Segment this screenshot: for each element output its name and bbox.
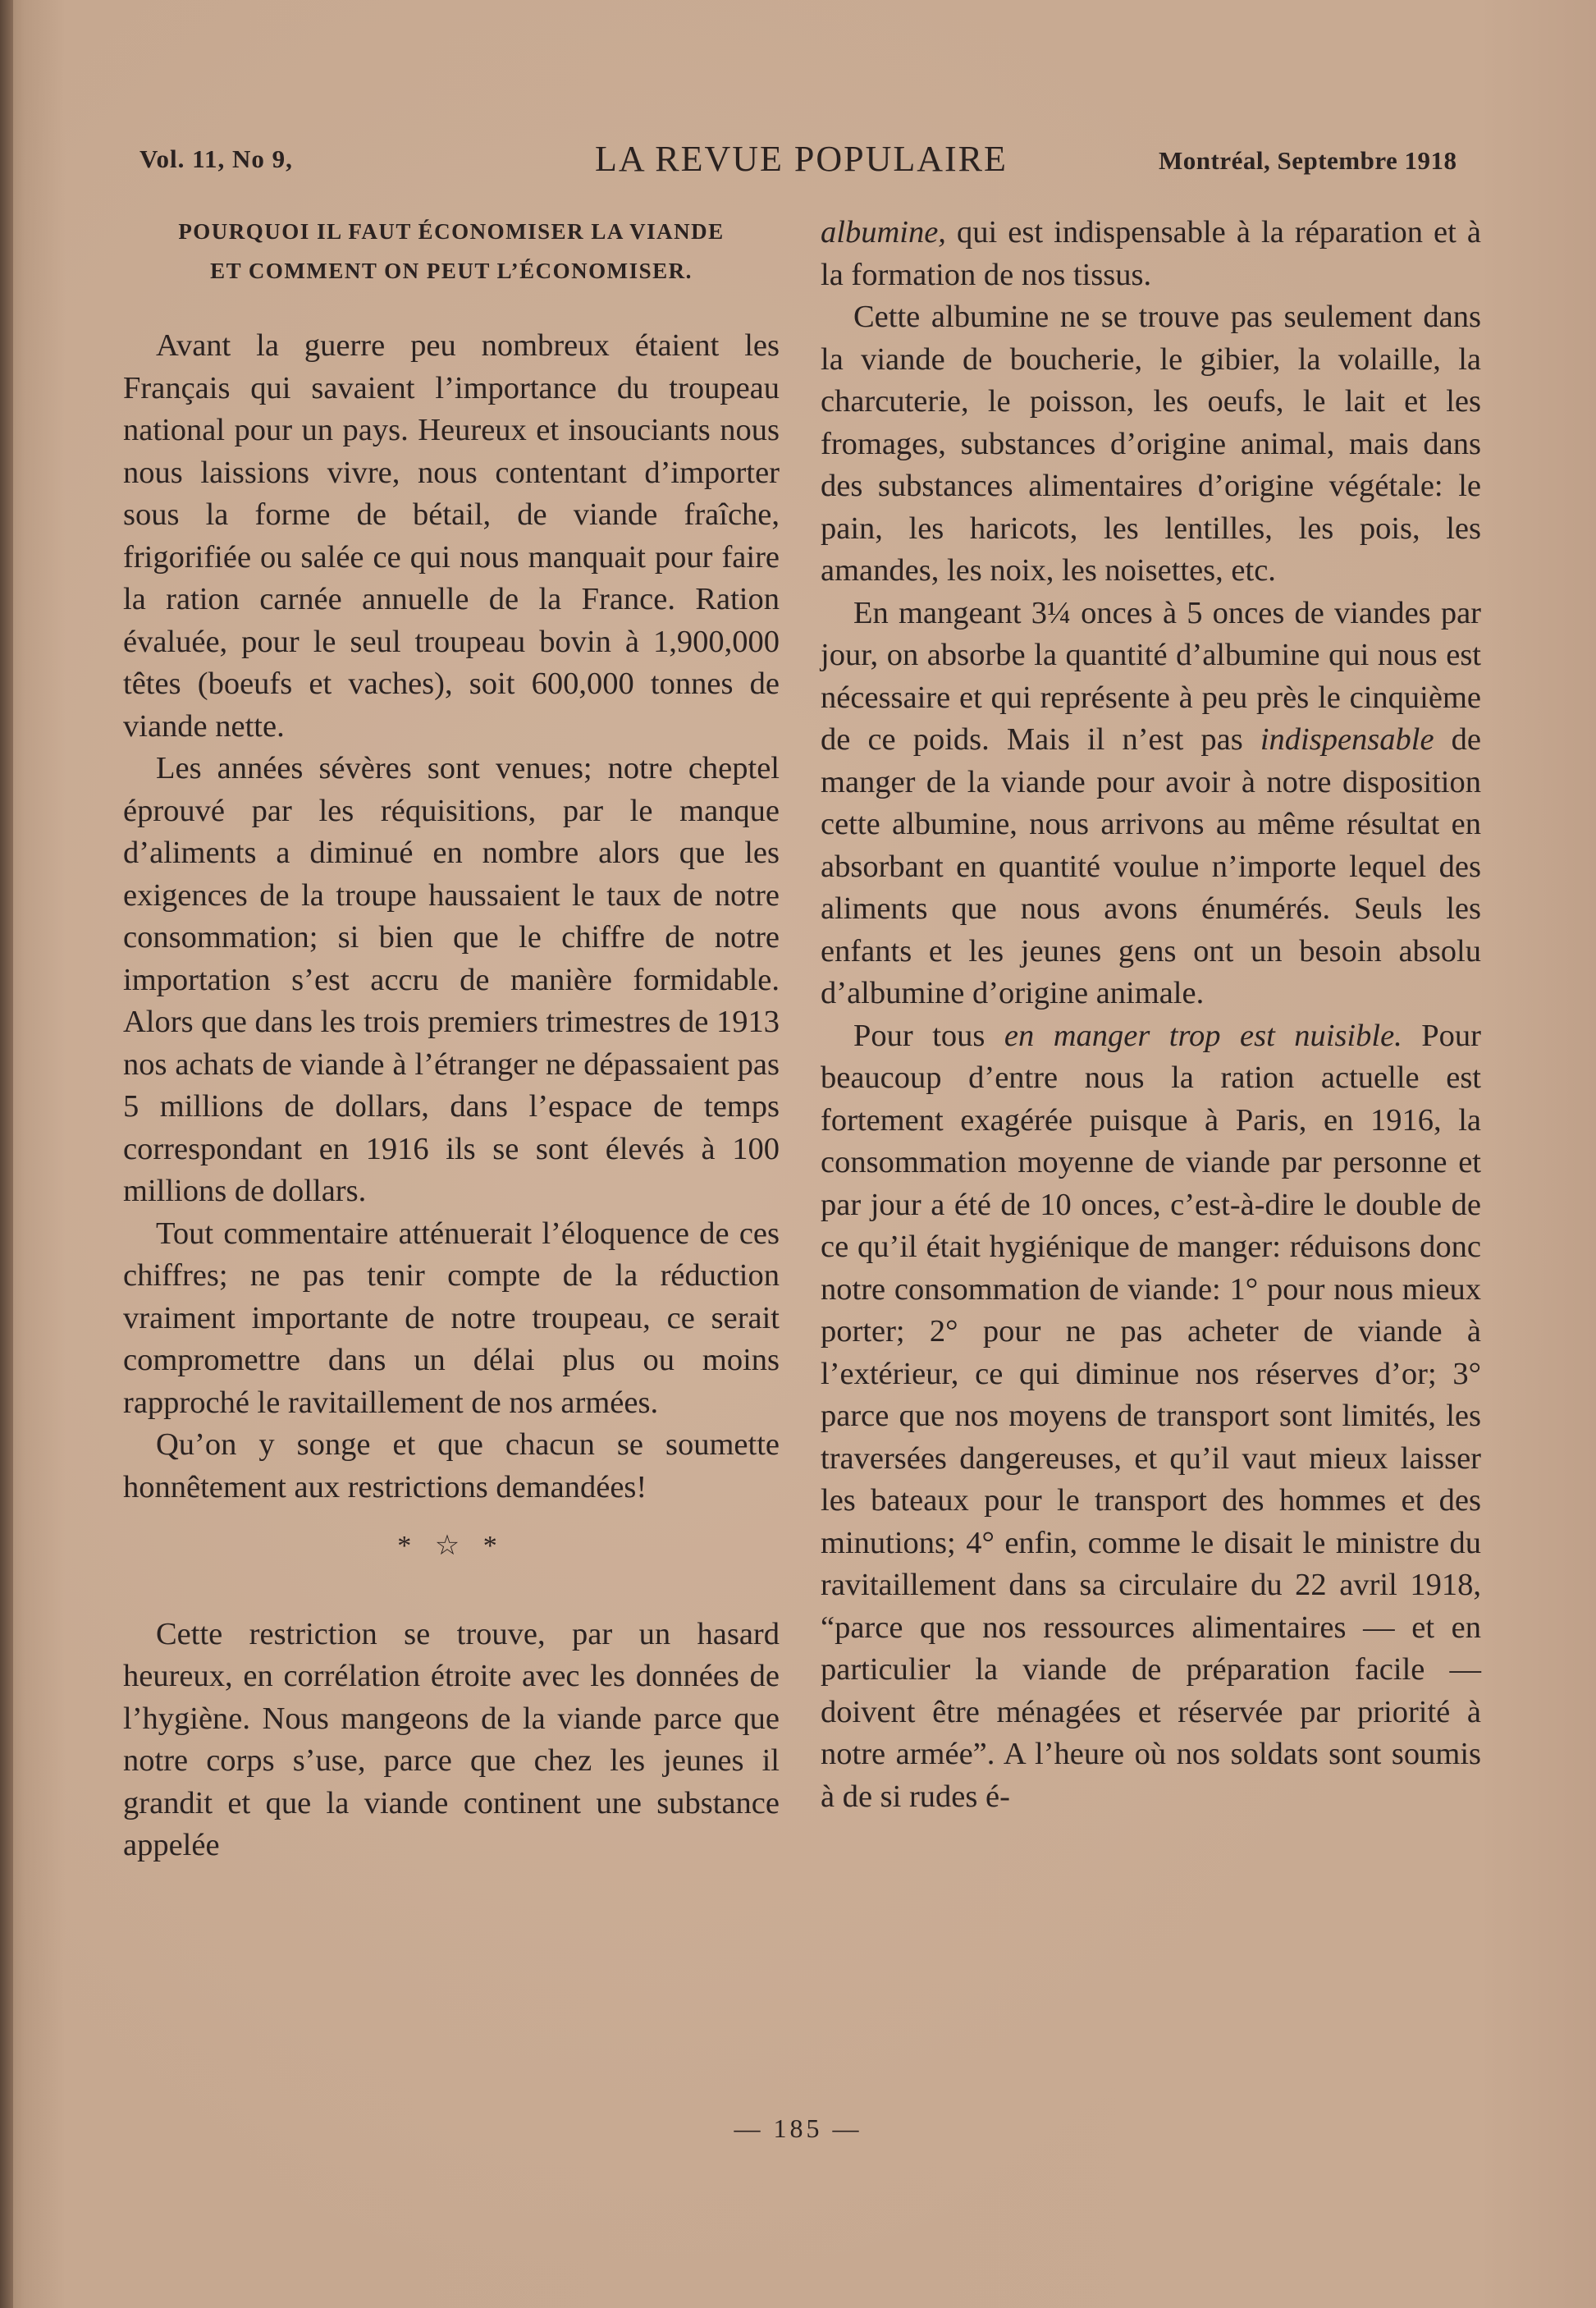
albumine-term: albumine,: [821, 215, 946, 250]
paragraph-7-emphasis: indispensable: [1260, 722, 1434, 757]
paragraph-7: [821, 593, 1481, 1015]
paragraph-6: Cette albumine ne se trouve pas seulement dans la viande de boucherie, le gibier, la volaille, la charcuterie, le poisson, les oeufs, le lait et les fromages, substances d’origine animal, mais dans des substances alimentaires d’origine végétale: le pain, les haricots, les lentilles, les pois, les amandes, les noix, les noisettes, etc.: [821, 300, 1481, 588]
article-title: [123, 212, 780, 291]
article-title-line2: ET COMMENT ON PEUT L’ÉCONOMISER.: [210, 259, 693, 283]
paragraph-8-start: Pour tous: [853, 1018, 1004, 1053]
right-column: [821, 212, 1481, 1818]
publication-title: LA REVUE POPULAIRE: [595, 139, 1008, 179]
paragraph-7-start: En mangeant 3¼ onces à 5 onces de viandes par jour, on absorbe la quantité d’albumine qui nous est nécessaire et qui représente à peu près le cinquième de ce poids. Mais il n’est pas: [821, 595, 1481, 757]
issue-date: Montréal, Septembre 1918: [1159, 146, 1457, 175]
paragraph-5-continued-text: qui est indispensable à la réparation et à la formation de nos tissus.: [821, 215, 1481, 292]
paragraph-2: Les années sévères sont venues; notre cheptel éprouvé par les réquisitions, par le manque d’aliments a diminué en nombre alors que les exigences de la troupe haussaient le taux de notre consommation; si bien que le chiffre de notre importation s’est accru de manière formidable. Alors que dans les trois premiers trimestres de 1913 nos achats de viande à l’étranger ne dépassaient pas 5 millions de dollars, dans l’espace de temps correspondant en 1916 ils se sont élevés à 100 millions de dollars.: [123, 751, 780, 1208]
paragraph-1: Avant la guerre peu nombreux étaient les Français qui savaient l’importance du troupeau national pour un pays. Heureux et insouciants nous nous laissions vivre, nous contentant d’importer sous la forme de bétail, de viande fraîche, frigorifiée ou salée ce qui nous manquait pour faire la ration carnée annuelle de la France. Ration évaluée, pour le seul troupeau bovin à 1,900,000 têtes (boeufs et vaches), soit 600,000 tonnes de viande nette.: [123, 328, 780, 744]
binding-gutter: [0, 0, 13, 2308]
article-title-line1: POURQUOI IL FAUT ÉCONOMISER LA VIANDE: [178, 219, 725, 244]
page-number: — 185 —: [734, 2113, 862, 2143]
paragraph-8-emphasis: en manger trop est nuisible.: [1004, 1018, 1402, 1053]
paragraph-8-end: Pour beaucoup d’entre nous la ration actuelle est fortement exagérée puisque à Paris, en 1916, la consommation moyenne de viande par personne et par jour a été de 10 onces, c’est-à-dire le double de ce qu’il était hygiénique de manger: réduisons donc notre consommation de viande: 1° pour nous mieux porter; 2° pour ne pas acheter de viande à l’extérieur, ce qui diminue nos réserves d’or; 3° parce que nos moyens de transport sont limités, les traversées dangereuses, et qu’il vaut mieux laisser les bateaux pour le transport des hommes et des minutions; 4° enfin, comme le disait le ministre du ravitaillement dans sa circulaire du 22 avril 1918, “parce que nos ressources alimentaires — et en particulier la viande de préparation facile — doivent être ménagées et réservée par priorité à notre armée”. A l’heure où nos soldats sont soumis à de si rudes é-: [821, 1018, 1482, 1814]
section-separator: * ☆ *: [397, 1531, 505, 1561]
left-column: [123, 212, 780, 1867]
paragraph-4: Qu’on y songe et que chacun se soumette honnêtement aux restrictions demandées!: [123, 1427, 780, 1504]
paragraph-8: [821, 1015, 1481, 1819]
running-header: [139, 138, 1518, 187]
paragraph-5-continued: [821, 212, 1481, 296]
paragraph-3: Tout commentaire atténuerait l’éloquence de ces chiffres; ne pas tenir compte de la réduction vraiment importante de notre troupeau, ce serait compromettre dans un délai plus ou moins rapproché le ravitaillement de nos armées.: [123, 1216, 780, 1420]
paragraph-5: Cette restriction se trouve, par un hasard heureux, en corrélation étroite avec les données de l’hygiène. Nous mangeons de la viande parce que notre corps s’use, parce que chez les jeunes il grandit et que la viande continent une substance appelée: [123, 1616, 780, 1862]
paragraph-7-end: de manger de la viande pour avoir à notre disposition cette albumine, nous arrivons au même résultat en absorbant en quantité voulue n’importe lequel des aliments que nous avons énumérés. Seuls les enfants et les jeunes gens ont un besoin absolu d’albumine d’origine animale.: [821, 722, 1482, 1010]
volume-label: Vol. 11, No 9,: [139, 144, 293, 173]
